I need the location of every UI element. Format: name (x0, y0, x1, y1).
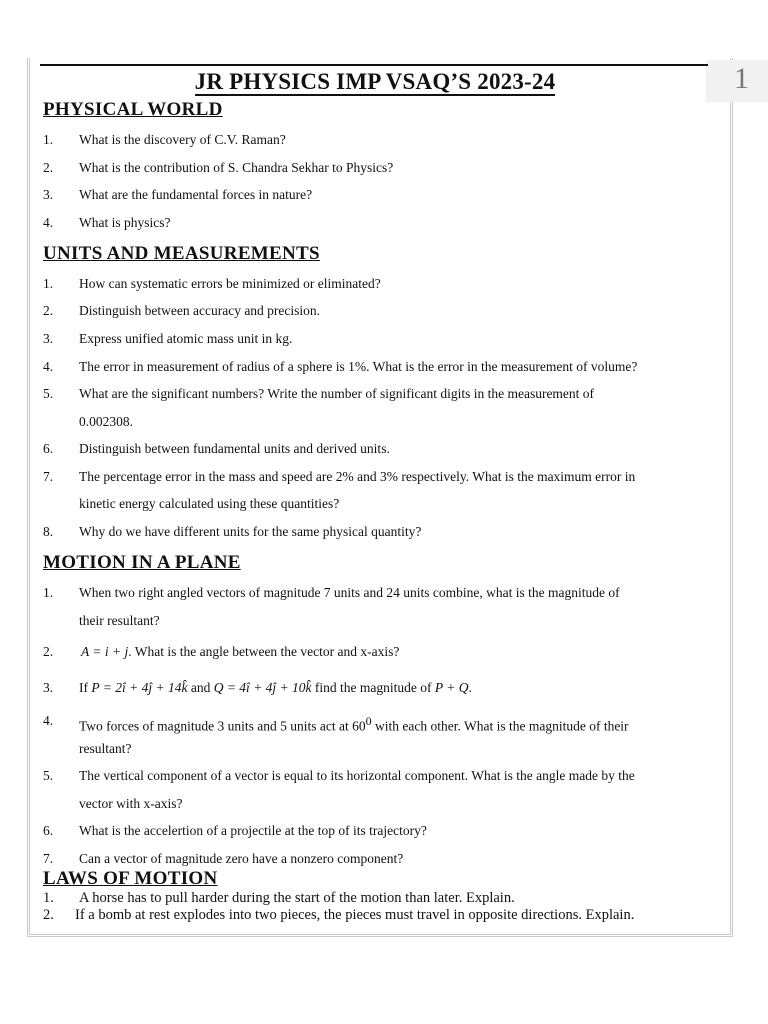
question-text: A horse has to pull harder during the start of the motion than later. Explain. (79, 890, 515, 906)
question-text (79, 643, 719, 661)
question-number: 1. (43, 132, 54, 147)
question-number: 7. (43, 469, 54, 484)
question-number: 4. (43, 215, 54, 230)
question-text-continued: resultant? (79, 741, 132, 756)
question-number: 6. (43, 441, 54, 456)
question-text: If a bomb at rest explodes into two pieces, the pieces must travel in opposite directions. Explain. (75, 907, 635, 923)
question-number: 3. (43, 680, 54, 695)
vector-formula-q: Q = 4î + 4ĵ + 10k̂ (213, 680, 312, 695)
question-text: Express unified atomic mass unit in kg. (79, 331, 293, 346)
question-number: 1. (43, 890, 54, 906)
question-text: What are the fundamental forces in nature? (79, 187, 313, 202)
question-number: 3. (43, 331, 54, 346)
question-text (79, 712, 719, 736)
question-number: 1. (43, 276, 54, 291)
question-text: What is the contribution of S. Chandra Sekhar to Physics? (79, 160, 394, 175)
question-text: Distinguish between accuracy and precision. (79, 303, 321, 318)
question-text: Why do we have different units for the same physical quantity? (79, 524, 422, 539)
page-title-text: JR PHYSICS IMP VSAQ’S 2023-24 (194, 69, 556, 94)
section-heading-units-and-measurements: UNITS AND MEASUREMENTS (43, 243, 320, 264)
question-text-middle: find the magnitude of (314, 680, 432, 695)
vector-formula-a: A = i + j (81, 644, 129, 659)
question-text: Can a vector of magnitude zero have a nonzero component? (79, 851, 404, 866)
question-text-continued: 0.002308. (79, 414, 133, 429)
question-text-continued: their resultant? (79, 613, 160, 628)
question-text-continued: kinetic energy calculated using these quantities? (79, 496, 340, 511)
question-number: 2. (43, 160, 54, 175)
question-number: 2. (43, 644, 54, 659)
question-text: When two right angled vectors of magnitude 7 units and 24 units combine, what is the magnitude of (79, 585, 620, 600)
page-number: 1 (734, 62, 749, 95)
section-heading-physical-world: PHYSICAL WORLD (43, 99, 223, 120)
question-number: 5. (43, 768, 54, 783)
section-heading-motion-in-a-plane: MOTION IN A PLANE (43, 552, 241, 573)
question-text: Distinguish between fundamental units and derived units. (79, 441, 390, 456)
question-text: What is physics? (79, 215, 171, 230)
question-number: 6. (43, 823, 54, 838)
question-text: What are the significant numbers? Write the number of significant digits in the measurement of (79, 386, 595, 401)
question-text-continued: vector with x-axis? (79, 796, 183, 811)
degree-superscript: 0 (365, 714, 372, 728)
question-number: 7. (43, 851, 54, 866)
question-text: What is the discovery of C.V. Raman? (79, 132, 286, 147)
top-rule (40, 64, 708, 66)
vector-formula-p: P = 2î + 4ĵ + 14k̂ (91, 680, 188, 695)
vector-formula-sum: P + Q (434, 680, 469, 695)
question-text-tail: . What is the angle between the vector and x-axis? (128, 644, 400, 659)
question-number: 2. (43, 907, 54, 923)
question-prefix: If (79, 680, 88, 695)
question-number: 2. (43, 303, 54, 318)
question-number: 3. (43, 187, 54, 202)
question-number: 4. (43, 359, 54, 374)
question-text: How can systematic errors be minimized or eliminated? (79, 276, 381, 291)
section-heading-laws-of-motion: LAWS OF MOTION (43, 868, 218, 889)
question-text: The percentage error in the mass and speed are 2% and 3% respectively. What is the maximum error in (79, 469, 636, 484)
question-number: 8. (43, 524, 54, 539)
question-number: 4. (43, 713, 54, 728)
question-number: 5. (43, 386, 54, 401)
page-title (40, 68, 710, 96)
question-text: What is the accelertion of a projectile at the top of its trajectory? (79, 823, 427, 838)
question-text-start: Two forces of magnitude 3 units and 5 units act at 60 (79, 718, 366, 734)
question-text: The error in measurement of radius of a sphere is 1%. What is the error in the measurement of volume? (79, 359, 638, 374)
question-text (79, 679, 719, 697)
question-suffix: . (468, 680, 472, 695)
question-text: The vertical component of a vector is equal to its horizontal component. What is the angle made by the (79, 768, 635, 783)
question-connector: and (190, 680, 211, 695)
question-number: 1. (43, 585, 54, 600)
question-text-end: with each other. What is the magnitude of their (371, 718, 629, 734)
